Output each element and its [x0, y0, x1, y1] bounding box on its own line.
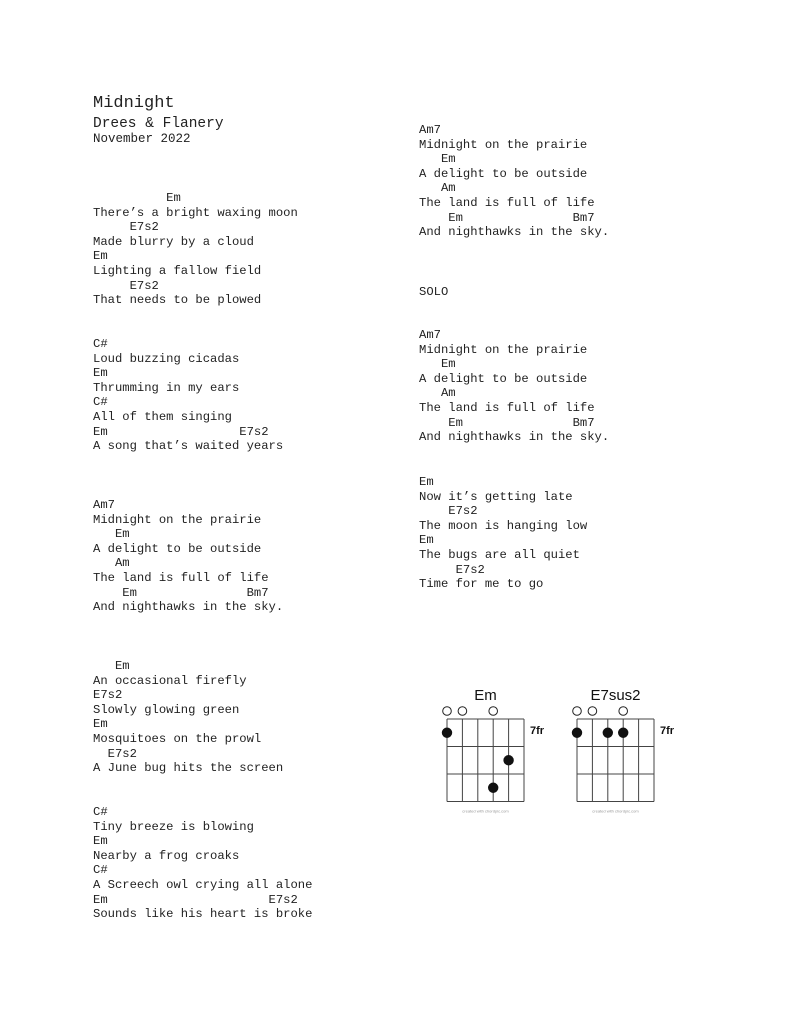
- chord-line: E7s2: [419, 504, 478, 519]
- lyric-line: All of them singing: [93, 409, 232, 424]
- lyric-line: A delight to be outside: [419, 371, 588, 386]
- left-section-chorus-1: [93, 498, 283, 615]
- chord-name: Em: [474, 687, 497, 704]
- lyric-line: Tiny breeze is blowing: [93, 819, 254, 834]
- lyric-line: And nighthawks in the sky.: [93, 600, 284, 615]
- chord-line: E7s2: [93, 278, 159, 293]
- left-section-verse-1: [93, 191, 298, 308]
- lyric-line: Made blurry by a cloud: [93, 234, 254, 249]
- lyric-line: Now it’s getting late: [419, 489, 573, 504]
- lyric-line: And nighthawks in the sky.: [419, 430, 610, 445]
- section-label: SOLO: [419, 285, 449, 299]
- chord-line: Em: [419, 357, 456, 372]
- finger-dot: [442, 728, 452, 738]
- lyric-line: The moon is hanging low: [419, 518, 588, 533]
- finger-dot: [603, 728, 613, 738]
- chord-line: E7s2: [419, 562, 485, 577]
- lyric-line: A June bug hits the screen: [93, 761, 284, 776]
- lyric-line: Midnight on the prairie: [93, 512, 262, 527]
- chord-line: Am: [419, 181, 456, 196]
- lyric-line: Nearby a frog croaks: [93, 848, 240, 863]
- right-section-solo: [419, 285, 448, 300]
- chord-line: Am7: [419, 328, 441, 342]
- lyric-line: The land is full of life: [419, 400, 595, 415]
- lyric-line: The bugs are all quiet: [419, 547, 580, 562]
- lyric-line: A Screech owl crying all alone: [93, 877, 313, 892]
- chord-grid: [563, 682, 678, 817]
- chord-line: C#: [93, 337, 108, 351]
- chord-diagram-em: [433, 682, 548, 817]
- open-string-marker: [619, 707, 628, 716]
- chord-line: Em: [93, 717, 108, 732]
- lyric-line: There’s a bright waxing moon: [93, 205, 298, 220]
- chord-line: Em: [419, 475, 434, 489]
- chord-grid: [433, 682, 548, 817]
- lyric-line: A delight to be outside: [93, 541, 262, 556]
- chord-line: Em Bm7: [93, 585, 269, 600]
- lyric-line: And nighthawks in the sky.: [419, 225, 610, 240]
- lyric-line: The land is full of life: [419, 195, 595, 210]
- chord-line: E7s2: [93, 746, 137, 761]
- chord-line: E7s2: [93, 688, 123, 703]
- open-string-marker: [588, 707, 597, 716]
- chord-line: Em: [419, 152, 456, 167]
- finger-dot: [618, 728, 628, 738]
- left-section-verse-4: [93, 805, 312, 922]
- lyric-line: The land is full of life: [93, 570, 269, 585]
- chord-line: Em: [93, 527, 130, 542]
- chord-line: Em: [419, 533, 434, 548]
- right-section-verse-5: [419, 475, 587, 592]
- chord-line: Am7: [419, 123, 441, 137]
- song-artist: Drees & Flanery: [93, 116, 224, 132]
- chord-line: Em Bm7: [419, 210, 595, 225]
- chord-line: C#: [93, 805, 108, 819]
- chord-line: C#: [93, 395, 108, 410]
- open-string-marker: [573, 707, 582, 716]
- lyric-line: Slowly glowing green: [93, 702, 240, 717]
- open-string-marker: [443, 707, 452, 716]
- chord-line: Em: [93, 249, 108, 264]
- credit-text: created with chordpic.com: [592, 808, 639, 814]
- fret-position-label: 7fr: [660, 725, 675, 737]
- chord-line: Em E7s2: [93, 424, 269, 439]
- chord-line: Em: [93, 834, 108, 849]
- lyric-line: Lighting a fallow field: [93, 263, 262, 278]
- chord-line: Em E7s2: [93, 892, 298, 907]
- lyric-line: Thrumming in my ears: [93, 380, 240, 395]
- credit-text: created with chordpic.com: [462, 808, 509, 814]
- chord-line: C#: [93, 863, 108, 878]
- chord-line: E7s2: [93, 220, 159, 235]
- chord-line: Em: [93, 366, 108, 381]
- lyric-line: An occasional firefly: [93, 673, 247, 688]
- finger-dot: [488, 783, 498, 793]
- lyric-line: Sounds like his heart is broke: [93, 907, 313, 922]
- lyric-line: Midnight on the prairie: [419, 137, 588, 152]
- right-section-chorus-3: [419, 328, 609, 445]
- chord-line: Em: [93, 191, 181, 205]
- lyric-line: Loud buzzing cicadas: [93, 351, 240, 366]
- song-date: November 2022: [93, 132, 191, 146]
- song-title: Midnight: [93, 94, 175, 113]
- open-string-marker: [458, 707, 467, 716]
- chord-line: Em: [93, 659, 130, 673]
- open-string-marker: [489, 707, 498, 716]
- chord-name: E7sus2: [590, 687, 641, 704]
- chord-diagram-e7sus2: [563, 682, 678, 817]
- chord-line: Am: [419, 386, 456, 401]
- fret-position-label: 7fr: [530, 725, 545, 737]
- lyric-line: Midnight on the prairie: [419, 342, 588, 357]
- right-section-chorus-2: [419, 123, 609, 240]
- chord-line: Em Bm7: [419, 415, 595, 430]
- lyric-line: Mosquitoes on the prowl: [93, 731, 262, 746]
- lyric-line: A song that’s waited years: [93, 439, 284, 454]
- lyric-line: Time for me to go: [419, 577, 544, 592]
- finger-dot: [572, 728, 582, 738]
- chord-line: Am: [93, 556, 130, 571]
- lyric-line: That needs to be plowed: [93, 293, 262, 308]
- left-section-verse-3: [93, 659, 283, 776]
- finger-dot: [503, 755, 513, 765]
- lyric-line: A delight to be outside: [419, 166, 588, 181]
- chord-line: Am7: [93, 498, 115, 512]
- left-section-verse-2: [93, 337, 283, 454]
